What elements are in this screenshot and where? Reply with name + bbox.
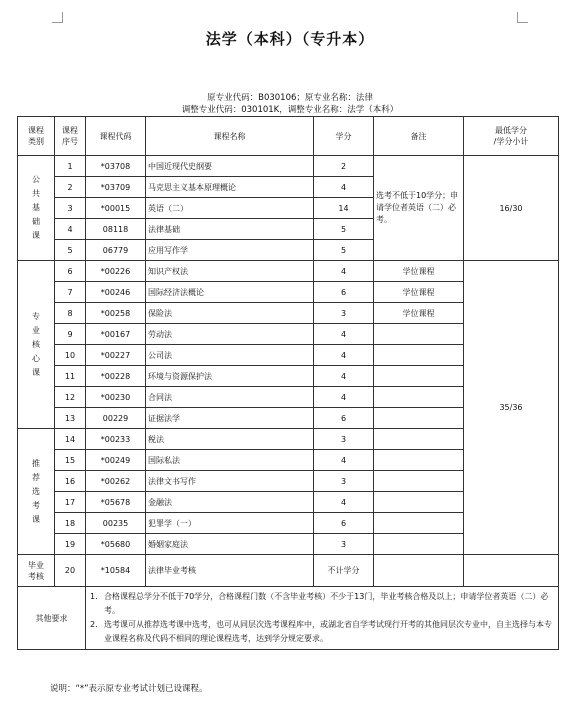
other-requirements-label: 其他要求 <box>18 587 86 650</box>
table-row: 3 *00015 英语（二） 14 <box>18 198 559 219</box>
table-row: 13 00229 证据法学 6 <box>18 408 559 429</box>
group-note-public: 选考不低于10学分；申请学位者英语（二）必考。 <box>374 156 464 261</box>
table-row: 公 共 基 础 课 1 *03708 中国近现代史纲要 2 选考不低于10学分；申请学位者英语（二）必考。 16/30 <box>18 156 559 177</box>
table-row: 7 *00246 国际经济法概论 6 学位课程 <box>18 282 559 303</box>
table-row: 4 08118 法律基础 5 <box>18 219 559 240</box>
other-requirements-row <box>18 587 559 650</box>
table-row: 19 *05680 婚姻家庭法 3 <box>18 534 559 555</box>
table-row: 10 *00227 公司法 4 <box>18 345 559 366</box>
header-name: 课程名称 <box>146 117 314 156</box>
header-credit: 学分 <box>314 117 374 156</box>
subtotal-core: 35/36 <box>464 261 559 555</box>
page-title: 法学（本科）（专升本） <box>205 30 375 48</box>
corner-mark-right <box>517 12 528 23</box>
table-row: 9 *00167 劳动法 4 <box>18 324 559 345</box>
group-label-elective: 推 荐 选 考 课 <box>18 429 55 555</box>
corner-mark-left <box>52 12 63 23</box>
group-label-public: 公 共 基 础 课 <box>18 156 55 261</box>
original-major-info: 原专业代码：B030106；原专业名称：法律 <box>207 93 373 103</box>
header-seq: 课程 序号 <box>55 117 86 156</box>
table-row: 8 *00258 保险法 3 学位课程 <box>18 303 559 324</box>
table-row: 5 06779 应用写作学 5 <box>18 240 559 261</box>
header-code: 课程代码 <box>86 117 146 156</box>
subtotal-public: 16/30 <box>464 156 559 261</box>
table-row: 17 *05678 金融法 4 <box>18 492 559 513</box>
table-row: 12 *00230 合同法 4 <box>18 387 559 408</box>
course-plan-table <box>17 116 559 650</box>
new-major-info: 调整专业代码：030101K，调整专业名称：法学（本科） <box>181 105 399 115</box>
table-row: 专 业 核 心 课 6 *00226 知识产权法 4 学位课程 35/36 <box>18 261 559 282</box>
footnote: 说明：“*”表示原专业考试计划已设课程。 <box>50 684 208 694</box>
table-row: 11 *00228 环境与资源保护法 4 <box>18 366 559 387</box>
graduation-row: 毕业 考核 20 *10584 法律毕业考核 不计学分 <box>18 555 559 587</box>
group-label-core: 专 业 核 心 课 <box>18 261 55 429</box>
header-min-credit: 最低学分 /学分小计 <box>464 117 559 156</box>
graduation-label: 毕业 考核 <box>18 555 55 587</box>
table-row: 推 荐 选 考 课 14 *00233 税法 3 <box>18 429 559 450</box>
table-row: 2 *03709 马克思主义基本原理概论 4 <box>18 177 559 198</box>
table-header <box>18 117 559 156</box>
table-row: 18 00235 犯罪学（一） 6 <box>18 513 559 534</box>
other-requirements-text: 1. 合格课程总学分不低于70学分，合格课程门数（不含毕业考核）不少于13门，毕业考核合格及以上；申请学位者英语（二）必考。 2. 选考课可从推荐选考课中选考，也可从同层次选考课程库中，或湖北省自学考试现行开考的其他同层次专业中，自主选择与本专业课程名称及代码不相同的理论课程选考，达到学分规定要求。 <box>86 587 559 650</box>
header-note: 备注 <box>374 117 464 156</box>
header-category: 课程 类别 <box>18 117 55 156</box>
table-row: 16 *00262 法律文书写作 3 <box>18 471 559 492</box>
table-row: 15 *00249 国际私法 4 <box>18 450 559 471</box>
